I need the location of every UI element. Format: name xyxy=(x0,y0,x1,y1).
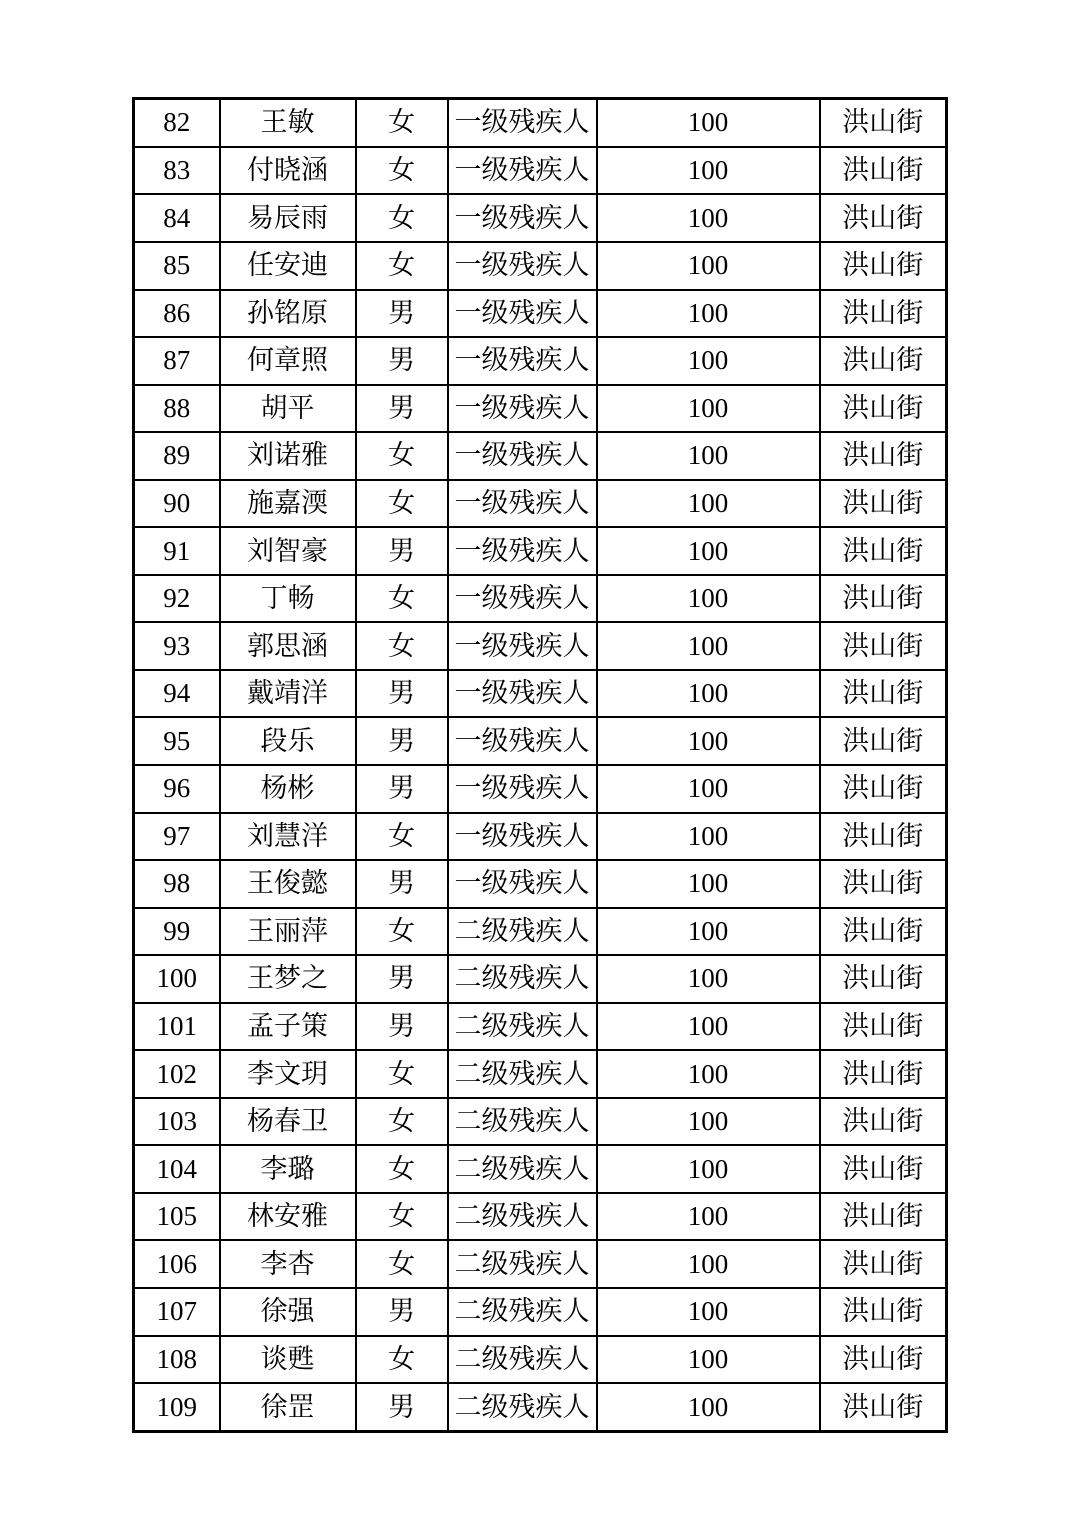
cell-name: 孙铭原 xyxy=(220,290,356,338)
cell-category: 一级残疾人 xyxy=(448,337,597,385)
cell-name: 郭思涵 xyxy=(220,622,356,670)
cell-category: 一级残疾人 xyxy=(448,575,597,623)
cell-category: 二级残疾人 xyxy=(448,1240,597,1288)
cell-no: 86 xyxy=(134,290,220,338)
cell-gender: 女 xyxy=(356,1193,448,1241)
cell-category: 一级残疾人 xyxy=(448,670,597,718)
cell-gender: 女 xyxy=(356,432,448,480)
cell-amount: 100 xyxy=(597,1050,820,1098)
cell-name: 王丽萍 xyxy=(220,908,356,956)
cell-no: 89 xyxy=(134,432,220,480)
cell-no: 84 xyxy=(134,194,220,242)
cell-name: 杨春卫 xyxy=(220,1098,356,1146)
cell-no: 82 xyxy=(134,99,220,147)
cell-category: 一级残疾人 xyxy=(448,860,597,908)
cell-name: 徐罡 xyxy=(220,1383,356,1431)
table-row xyxy=(134,813,947,861)
cell-no: 87 xyxy=(134,337,220,385)
cell-no: 95 xyxy=(134,717,220,765)
cell-street: 洪山街 xyxy=(820,860,947,908)
cell-gender: 男 xyxy=(356,1383,448,1431)
table-row xyxy=(134,385,947,433)
cell-street: 洪山街 xyxy=(820,242,947,290)
cell-amount: 100 xyxy=(597,575,820,623)
cell-amount: 100 xyxy=(597,385,820,433)
cell-gender: 女 xyxy=(356,147,448,195)
cell-amount: 100 xyxy=(597,813,820,861)
cell-amount: 100 xyxy=(597,1240,820,1288)
cell-category: 二级残疾人 xyxy=(448,1145,597,1193)
cell-amount: 100 xyxy=(597,1288,820,1336)
cell-category: 二级残疾人 xyxy=(448,1098,597,1146)
cell-street: 洪山街 xyxy=(820,99,947,147)
cell-no: 93 xyxy=(134,622,220,670)
table-row xyxy=(134,1336,947,1384)
table-row xyxy=(134,290,947,338)
cell-amount: 100 xyxy=(597,1336,820,1384)
cell-gender: 女 xyxy=(356,1050,448,1098)
cell-street: 洪山街 xyxy=(820,290,947,338)
cell-no: 91 xyxy=(134,527,220,575)
table-row xyxy=(134,432,947,480)
cell-street: 洪山街 xyxy=(820,147,947,195)
cell-street: 洪山街 xyxy=(820,622,947,670)
cell-amount: 100 xyxy=(597,1383,820,1431)
cell-category: 一级残疾人 xyxy=(448,717,597,765)
cell-gender: 男 xyxy=(356,717,448,765)
cell-amount: 100 xyxy=(597,955,820,1003)
cell-street: 洪山街 xyxy=(820,1145,947,1193)
cell-no: 83 xyxy=(134,147,220,195)
cell-name: 杨彬 xyxy=(220,765,356,813)
table-row xyxy=(134,717,947,765)
cell-name: 段乐 xyxy=(220,717,356,765)
cell-no: 107 xyxy=(134,1288,220,1336)
cell-street: 洪山街 xyxy=(820,1383,947,1431)
cell-name: 胡平 xyxy=(220,385,356,433)
cell-amount: 100 xyxy=(597,1098,820,1146)
cell-gender: 女 xyxy=(356,194,448,242)
table-row xyxy=(134,575,947,623)
cell-gender: 女 xyxy=(356,622,448,670)
cell-category: 一级残疾人 xyxy=(448,527,597,575)
cell-category: 一级残疾人 xyxy=(448,147,597,195)
cell-name: 王梦之 xyxy=(220,955,356,1003)
table-row xyxy=(134,860,947,908)
cell-no: 90 xyxy=(134,480,220,528)
cell-category: 二级残疾人 xyxy=(448,1050,597,1098)
cell-gender: 男 xyxy=(356,955,448,1003)
cell-name: 刘慧洋 xyxy=(220,813,356,861)
cell-street: 洪山街 xyxy=(820,575,947,623)
cell-amount: 100 xyxy=(597,765,820,813)
table-row xyxy=(134,147,947,195)
cell-no: 103 xyxy=(134,1098,220,1146)
cell-street: 洪山街 xyxy=(820,480,947,528)
cell-street: 洪山街 xyxy=(820,1288,947,1336)
cell-street: 洪山街 xyxy=(820,527,947,575)
table-row xyxy=(134,1193,947,1241)
cell-name: 刘诺雅 xyxy=(220,432,356,480)
cell-no: 96 xyxy=(134,765,220,813)
cell-amount: 100 xyxy=(597,908,820,956)
cell-gender: 女 xyxy=(356,908,448,956)
cell-gender: 女 xyxy=(356,813,448,861)
benefit-roster-table xyxy=(132,97,948,1433)
cell-amount: 100 xyxy=(597,480,820,528)
cell-name: 何章照 xyxy=(220,337,356,385)
cell-amount: 100 xyxy=(597,717,820,765)
cell-no: 102 xyxy=(134,1050,220,1098)
cell-name: 林安雅 xyxy=(220,1193,356,1241)
cell-amount: 100 xyxy=(597,1145,820,1193)
cell-name: 付晓涵 xyxy=(220,147,356,195)
cell-amount: 100 xyxy=(597,242,820,290)
cell-street: 洪山街 xyxy=(820,813,947,861)
cell-street: 洪山街 xyxy=(820,1003,947,1051)
cell-amount: 100 xyxy=(597,1193,820,1241)
cell-no: 106 xyxy=(134,1240,220,1288)
cell-category: 二级残疾人 xyxy=(448,1003,597,1051)
table-row xyxy=(134,1288,947,1336)
cell-street: 洪山街 xyxy=(820,194,947,242)
cell-category: 一级残疾人 xyxy=(448,480,597,528)
cell-name: 刘智豪 xyxy=(220,527,356,575)
table-row xyxy=(134,670,947,718)
cell-gender: 男 xyxy=(356,860,448,908)
table-row xyxy=(134,480,947,528)
cell-street: 洪山街 xyxy=(820,1050,947,1098)
cell-gender: 男 xyxy=(356,337,448,385)
cell-gender: 男 xyxy=(356,385,448,433)
table-row xyxy=(134,765,947,813)
cell-street: 洪山街 xyxy=(820,432,947,480)
cell-amount: 100 xyxy=(597,670,820,718)
cell-no: 108 xyxy=(134,1336,220,1384)
cell-category: 一级残疾人 xyxy=(448,99,597,147)
cell-category: 一级残疾人 xyxy=(448,432,597,480)
cell-street: 洪山街 xyxy=(820,1240,947,1288)
cell-street: 洪山街 xyxy=(820,765,947,813)
table-row xyxy=(134,1050,947,1098)
cell-amount: 100 xyxy=(597,1003,820,1051)
cell-amount: 100 xyxy=(597,337,820,385)
cell-no: 85 xyxy=(134,242,220,290)
cell-name: 任安迪 xyxy=(220,242,356,290)
cell-street: 洪山街 xyxy=(820,955,947,1003)
cell-category: 一级残疾人 xyxy=(448,813,597,861)
cell-street: 洪山街 xyxy=(820,337,947,385)
cell-gender: 女 xyxy=(356,1240,448,1288)
cell-amount: 100 xyxy=(597,147,820,195)
cell-gender: 女 xyxy=(356,1145,448,1193)
cell-no: 104 xyxy=(134,1145,220,1193)
table-row xyxy=(134,1383,947,1431)
cell-name: 谈甦 xyxy=(220,1336,356,1384)
cell-name: 徐强 xyxy=(220,1288,356,1336)
table-row xyxy=(134,527,947,575)
cell-street: 洪山街 xyxy=(820,1336,947,1384)
cell-amount: 100 xyxy=(597,432,820,480)
table-row xyxy=(134,242,947,290)
cell-no: 88 xyxy=(134,385,220,433)
cell-name: 王敏 xyxy=(220,99,356,147)
cell-name: 李文玥 xyxy=(220,1050,356,1098)
cell-street: 洪山街 xyxy=(820,717,947,765)
table-row xyxy=(134,955,947,1003)
cell-name: 孟子策 xyxy=(220,1003,356,1051)
table-row xyxy=(134,194,947,242)
table-row xyxy=(134,1098,947,1146)
cell-amount: 100 xyxy=(597,622,820,670)
cell-category: 一级残疾人 xyxy=(448,765,597,813)
cell-amount: 100 xyxy=(597,194,820,242)
cell-category: 一级残疾人 xyxy=(448,290,597,338)
cell-amount: 100 xyxy=(597,527,820,575)
cell-name: 王俊懿 xyxy=(220,860,356,908)
cell-category: 二级残疾人 xyxy=(448,1336,597,1384)
cell-no: 99 xyxy=(134,908,220,956)
cell-name: 李杏 xyxy=(220,1240,356,1288)
cell-name: 易辰雨 xyxy=(220,194,356,242)
cell-no: 94 xyxy=(134,670,220,718)
cell-gender: 女 xyxy=(356,1336,448,1384)
table-row xyxy=(134,1145,947,1193)
cell-gender: 女 xyxy=(356,99,448,147)
cell-gender: 女 xyxy=(356,1098,448,1146)
cell-street: 洪山街 xyxy=(820,908,947,956)
table-row xyxy=(134,1240,947,1288)
cell-category: 一级残疾人 xyxy=(448,194,597,242)
cell-no: 101 xyxy=(134,1003,220,1051)
table-row xyxy=(134,99,947,147)
cell-gender: 女 xyxy=(356,480,448,528)
cell-gender: 男 xyxy=(356,1003,448,1051)
cell-no: 100 xyxy=(134,955,220,1003)
cell-amount: 100 xyxy=(597,99,820,147)
cell-category: 一级残疾人 xyxy=(448,242,597,290)
cell-street: 洪山街 xyxy=(820,1098,947,1146)
cell-gender: 男 xyxy=(356,670,448,718)
cell-street: 洪山街 xyxy=(820,1193,947,1241)
cell-no: 105 xyxy=(134,1193,220,1241)
cell-name: 丁畅 xyxy=(220,575,356,623)
cell-category: 一级残疾人 xyxy=(448,385,597,433)
table-body xyxy=(134,99,947,1432)
cell-category: 二级残疾人 xyxy=(448,1383,597,1431)
cell-category: 二级残疾人 xyxy=(448,1288,597,1336)
cell-gender: 男 xyxy=(356,290,448,338)
cell-street: 洪山街 xyxy=(820,385,947,433)
table-row xyxy=(134,1003,947,1051)
cell-name: 施嘉渜 xyxy=(220,480,356,528)
table-row xyxy=(134,622,947,670)
cell-gender: 男 xyxy=(356,765,448,813)
cell-no: 92 xyxy=(134,575,220,623)
cell-no: 97 xyxy=(134,813,220,861)
cell-amount: 100 xyxy=(597,290,820,338)
cell-gender: 男 xyxy=(356,1288,448,1336)
cell-amount: 100 xyxy=(597,860,820,908)
table-row xyxy=(134,908,947,956)
cell-category: 一级残疾人 xyxy=(448,622,597,670)
cell-no: 98 xyxy=(134,860,220,908)
cell-street: 洪山街 xyxy=(820,670,947,718)
cell-name: 李璐 xyxy=(220,1145,356,1193)
cell-name: 戴靖洋 xyxy=(220,670,356,718)
cell-category: 二级残疾人 xyxy=(448,1193,597,1241)
cell-no: 109 xyxy=(134,1383,220,1431)
cell-gender: 男 xyxy=(356,527,448,575)
cell-category: 二级残疾人 xyxy=(448,955,597,1003)
cell-gender: 女 xyxy=(356,575,448,623)
table-row xyxy=(134,337,947,385)
cell-category: 二级残疾人 xyxy=(448,908,597,956)
cell-gender: 女 xyxy=(356,242,448,290)
